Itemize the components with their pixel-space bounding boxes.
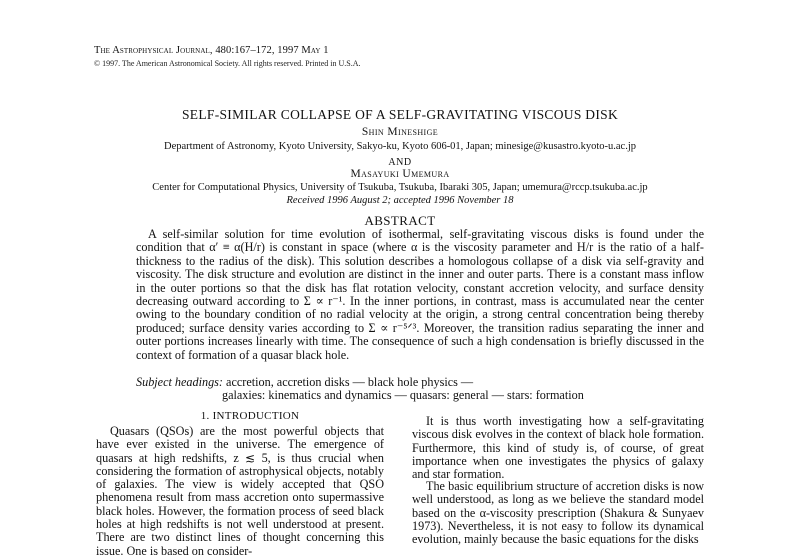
subject-headings-line1: accretion, accretion disks — black hole physics — xyxy=(226,375,474,389)
author-affiliation: Center for Computational Physics, University of Tsukuba, Tsukuba, Ibaraki 305, Japan; umemura@rccp.tsukuba.ac.jp xyxy=(152,182,648,193)
received-dates: Received 1996 August 2; accepted 1996 November 18 xyxy=(286,195,514,206)
subject-headings-label: Subject headings: xyxy=(136,375,223,389)
and-separator: AND xyxy=(388,157,412,168)
section-heading: 1. INTRODUCTION xyxy=(200,410,300,422)
intro-column-left: Quasars (QSOs) are the most powerful objects that have ever existed in the universe. The emergence of quasars at high redshifts, z ≲ 5, is thus crucial when considering the formation of astrophysical objects, notably of galaxies. The view is widely accepted that QSO phenomena result from mass accretion onto supermassive black holes. However, the formation process of seed black holes at high redshifts is not well understood at present. There are two distinct lines of thought concerning this issue. One is based on consider- xyxy=(96,424,384,558)
journal-citation: The Astrophysical Journal, 480:167–172, 1997 May 1 xyxy=(94,45,329,56)
abstract-heading: ABSTRACT xyxy=(364,213,436,228)
intro-column-right-paragraph2: The basic equilibrium structure of accretion disks is now well understood, as long as we believe the standard model based on the α-viscosity prescription (Shakura & Sunyaev 1973). Nevertheless, it is not easy to follow its dynamical evolution, mainly because the basic equations for the disks xyxy=(412,479,704,547)
author-name: Masayuki Umemura xyxy=(350,168,450,180)
intro-column-right-paragraph1: It is thus worth investigating how a self-gravitating viscous disk evolves in the context of black hole formation. Furthermore, this kind of study is, of course, of great importance when one investigates the physics of galaxy and star formation. xyxy=(412,414,704,482)
subject-headings-line2: galaxies: kinematics and dynamics — quasars: general — stars: formation xyxy=(222,388,584,402)
paper-title: SELF-SIMILAR COLLAPSE OF A SELF-GRAVITATING VISCOUS DISK xyxy=(181,107,619,122)
author-name: Shin Mineshige xyxy=(361,126,439,138)
copyright-notice: © 1997. The American Astronomical Society. All rights reserved. Printed in U.S.A. xyxy=(94,59,361,68)
author-affiliation: Department of Astronomy, Kyoto University, Sakyo-ku, Kyoto 606-01, Japan; minesige@kusastro.kyoto-u.ac.jp xyxy=(164,141,636,152)
abstract-body: A self-similar solution for time evolution of isothermal, self-gravitating viscous disks is found under the condition that α′ ≡ α(H/r) is constant in space (where α is the viscosity parameter and H/r is the ratio of a half-thickness to the radius of the disk). This solution describes a homologous collapse of a disk via self-gravity and viscosity. The disk structure and evolution are distinct in the inner and outer parts. There is a constant mass inflow in the outer portions so that the disk has flat rotation velocity, constant accretion velocity, and surface density decreasing outward according to Σ ∝ r⁻¹. In the inner portions, in contrast, mass is accumulated near the center owing to the boundary condition of no radial velocity at the origin, a strong central concentration being thereby produced; surface density varies according to Σ ∝ r⁻⁵ᐟ³. Moreover, the transition radius separating the inner and outer portions increases linearly with time. The consequence of such a high condensation is briefly discussed in the context of formation of a quasar black hole. xyxy=(136,227,704,362)
